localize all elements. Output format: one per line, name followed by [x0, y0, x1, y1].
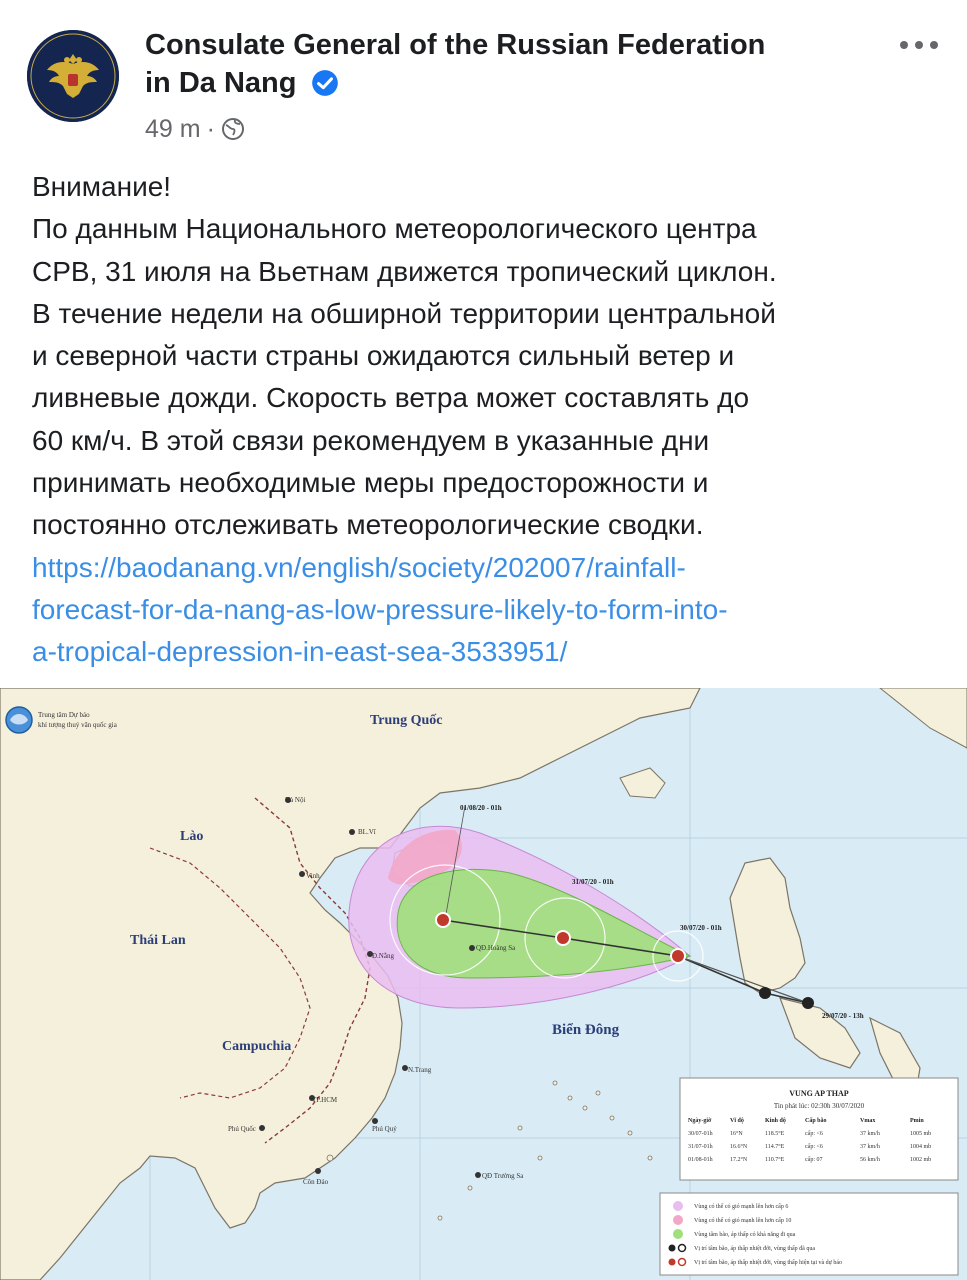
- info-cell: cấp: <6: [805, 1131, 823, 1137]
- info-cell: cấp: <6: [805, 1144, 823, 1150]
- info-col-header: Vĩ độ: [730, 1118, 744, 1124]
- track-time-label: 29/07/20 - 13h: [822, 1012, 864, 1020]
- agency-name-line2: khí tượng thuỷ văn quốc gia: [38, 721, 117, 729]
- info-cell: 56 km/h: [860, 1157, 880, 1163]
- page-name-line1: Consulate General of the Russian Federation: [145, 29, 766, 61]
- label-china: Trung Quốc: [370, 713, 443, 728]
- legend-item: Vùng có thể có gió mạnh lên hơn cấp 10: [694, 1218, 792, 1224]
- info-cell: 17.2°N: [730, 1157, 748, 1163]
- post-link[interactable]: a-tropical-depression-in-east-sea-3533951/: [32, 636, 568, 668]
- label-hanoi: Hà Nội: [285, 796, 306, 804]
- agency-logo-icon: [6, 707, 32, 733]
- post-text-line: принимать необходимые меры предосторожности и: [32, 467, 709, 499]
- info-cell: 30/07-01h: [688, 1131, 713, 1137]
- info-cell: cấp: 07: [805, 1157, 823, 1163]
- info-cell: 110.7°E: [765, 1157, 785, 1163]
- info-cell: 1004 mb: [910, 1144, 932, 1150]
- post-header: [0, 0, 967, 160]
- info-box-title: VUNG AP THAP: [789, 1089, 849, 1098]
- label-vinh: Vinh: [306, 872, 320, 880]
- info-col-header: Kinh độ: [765, 1118, 786, 1124]
- post-meta: [145, 114, 245, 144]
- more-options-icon[interactable]: [897, 30, 941, 60]
- info-cell: 01/08-01h: [688, 1157, 713, 1163]
- info-cell: 1005 mb: [910, 1131, 932, 1137]
- page-name-line2: in Da Nang: [145, 67, 297, 99]
- post-text-line: ливневые дожди. Скорость ветра может составлять до: [32, 382, 750, 414]
- info-cell: 37 km/h: [860, 1144, 880, 1150]
- label-phu-quoc: Phú Quốc: [228, 1125, 256, 1133]
- label-bach-long-vi: BL.Vĩ: [358, 828, 376, 836]
- post-text-line: 60 км/ч. В этой связи рекомендуем в указанные дни: [32, 424, 710, 456]
- track-time-label: 01/08/20 - 01h: [460, 804, 502, 812]
- info-cell: 118.5°E: [765, 1131, 785, 1137]
- info-cell: 37 km/h: [860, 1131, 880, 1137]
- post-link[interactable]: forecast-for-da-nang-as-low-pressure-likely-to-form-into-: [32, 593, 728, 625]
- info-cell: 16.6°N: [730, 1144, 748, 1150]
- info-cell: 16°N: [730, 1131, 743, 1137]
- post-time[interactable]: 49 m: [145, 115, 201, 143]
- label-con-dao: Côn Đảo: [303, 1178, 329, 1186]
- post-body: [32, 166, 942, 674]
- track-point-forecast: [556, 931, 570, 945]
- label-phu-quy: Phú Quý: [372, 1125, 397, 1133]
- track-point-current: [671, 949, 685, 963]
- info-col-header: Vmax: [860, 1118, 876, 1124]
- track-time-label: 30/07/20 - 01h: [680, 924, 722, 932]
- map-legend: [660, 1193, 958, 1275]
- forecast-map-image[interactable]: [0, 688, 967, 1280]
- legend-item: Vùng có thể có gió mạnh lên hơn cấp 6: [694, 1204, 789, 1210]
- post-text-line: В течение недели на обширной территории центральной: [32, 297, 776, 329]
- eagle-emblem-icon: [27, 30, 119, 122]
- info-col-header: Pmin: [910, 1118, 924, 1124]
- label-east-sea: Biển Đông: [552, 1022, 620, 1038]
- label-hcm: TP.HCM: [312, 1096, 338, 1104]
- post-text-line: Внимание!: [32, 171, 172, 202]
- label-cambodia: Campuchia: [222, 1039, 292, 1054]
- info-cell: 1002 mb: [910, 1157, 932, 1163]
- info-cell: 31/07-01h: [688, 1144, 713, 1150]
- globe-icon[interactable]: [221, 117, 245, 141]
- post-text-line: постоянно отслеживать метеорологические сводки.: [32, 509, 704, 541]
- legend-item: Vị trí tâm bão, áp thấp nhiệt đới, vùng thấp đã qua: [694, 1246, 815, 1252]
- forecast-map: [0, 688, 967, 1280]
- track-time-label: 31/07/20 - 01h: [572, 878, 614, 886]
- legend-item: Vị trí tâm bão, áp thấp nhiệt đới, vùng thấp hiện tại và dự báo: [694, 1260, 843, 1266]
- forecast-info-box: [680, 1078, 958, 1180]
- avatar[interactable]: [27, 30, 119, 122]
- info-box-issued: Tin phát lúc: 02:30h 30/07/2020: [773, 1102, 865, 1110]
- post-text-line: СРВ, 31 июля на Вьетнам движется тропический циклон.: [32, 255, 777, 287]
- post-text-line: По данным Национального метеорологического центра: [32, 213, 757, 245]
- info-cell: 114.7°E: [765, 1144, 785, 1150]
- label-hoang-sa: QĐ.Hoàng Sa: [476, 944, 516, 952]
- post-link[interactable]: https://baodanang.vn/english/society/202007/rainfall-: [32, 551, 686, 583]
- post-text-line: и северной части страны ожидаются сильный ветер и: [32, 340, 735, 372]
- page-name[interactable]: [145, 26, 865, 102]
- label-thailand: Thái Lan: [130, 933, 186, 948]
- track-point-past: [759, 987, 771, 999]
- label-da-nang: Đ.Nẵng: [372, 952, 394, 960]
- track-point-past: [802, 997, 814, 1009]
- info-col-header: Cấp bão: [805, 1118, 827, 1124]
- label-laos: Lào: [180, 829, 204, 844]
- label-truong-sa: QĐ Trường Sa: [482, 1172, 524, 1180]
- verified-badge-icon: [311, 69, 339, 97]
- legend-item: Vùng tâm bão, áp thấp có khả năng đi qua: [694, 1232, 796, 1238]
- track-point-forecast: [436, 913, 450, 927]
- meta-separator: ·: [206, 115, 215, 143]
- info-col-header: Ngày-giờ: [688, 1118, 712, 1124]
- label-nha-trang: N.Trang: [408, 1066, 432, 1074]
- agency-name-line1: Trung tâm Dự báo: [38, 711, 90, 719]
